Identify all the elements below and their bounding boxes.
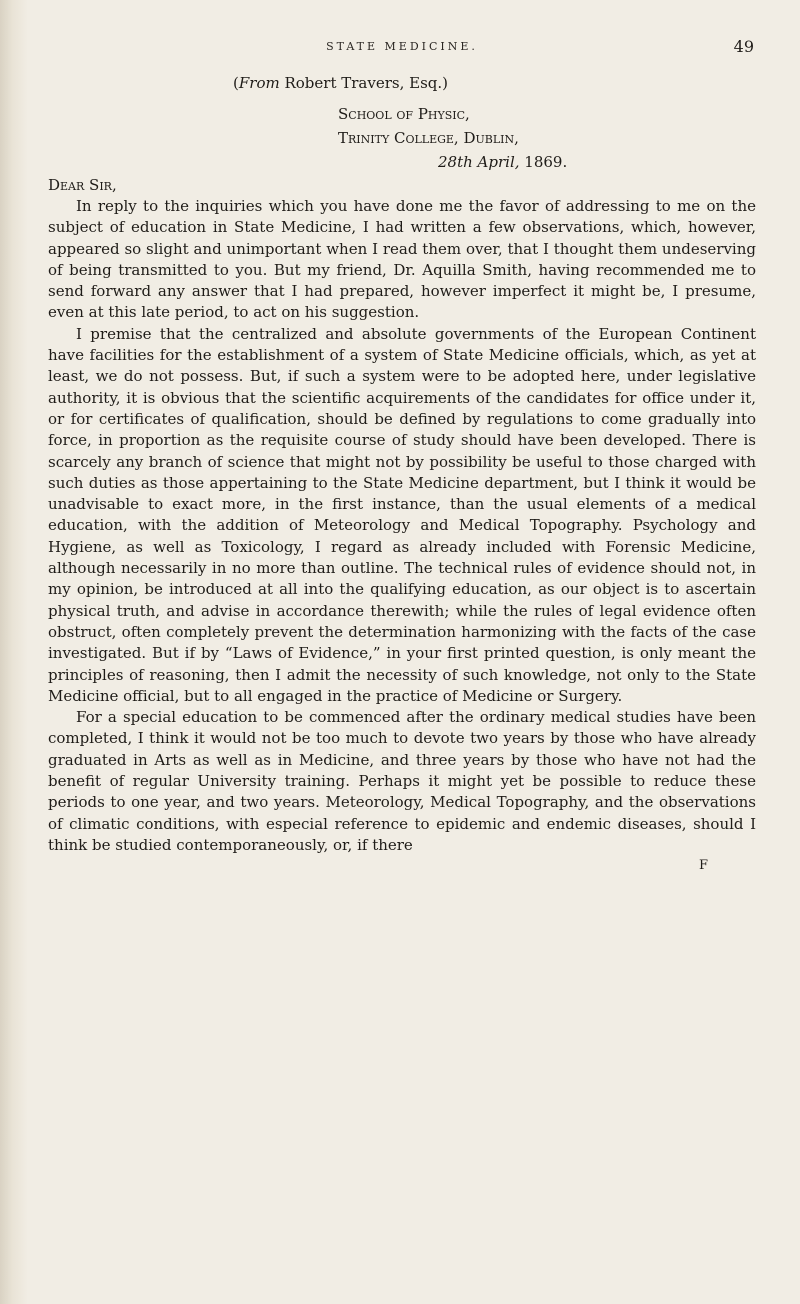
address-line-2: Trinity College, Dublin, (338, 129, 519, 147)
page-number: 49 (733, 37, 754, 56)
page-header (48, 37, 756, 70)
paragraph: For a special education to be commenced after the ordinary medical studies have been completed, I think it would not be too much to devote two years by those who have already graduated in Arts as well as in Medicine, and three years by those who have not had the benefit of regular University training. Perhaps it might yet be possible to reduce these periods to one year, and two years. Meteorology, Medical Topography, and the observations of climatic conditions, with especial reference to epidemic and endemic diseases, should I think be studied contemporaneously, or, if there (48, 708, 756, 854)
address-line-1: School of Physic, (338, 105, 470, 123)
letter-body (48, 196, 756, 856)
attribution-from: From (238, 74, 280, 92)
paragraph: I premise that the centralized and absolute governments of the European Continent have facilities for the establishment of a system of State Medicine officials, which, as yet at least, we do not possess. But, if such a system were to be adopted here, under legislative authority, it is obvious that the scientific acquirements of the candidates for office under it, or for certificates of qualification, should be defined by regulations to come gradually into force, in proportion as the requisite course of study should have been developed. There is scarcely any branch of science that might not by possibility be useful to those charged with such duties as those appertaining to the State Medicine department, but I think it would be unadvisable to exact more, in the first instance, than the usual elements of a medical education, with the addition of Meteorology and Medical Topography. Psychology and Hygiene, as well as Toxicology, I regard as already included with Forensic Medicine, although necessarily in no more than outline. The technical rules of evidence should not, in my opinion, be introduced at all into the qualifying education, as our object is to ascertain physical truth, and advise in accordance therewith; while the rules of legal evidence often obstruct, often completely prevent the determination harmonizing with the facts of the case investigated. But if by “Laws of Evidence,” in your first printed question, is only meant the principles of reasoning, then I admit the necessity of such knowledge, not only to the State Medicine official, but to all engaged in the practice of Medicine or Surgery. (48, 324, 756, 705)
book-page (48, 37, 756, 874)
running-head: STATE MEDICINE. (326, 40, 478, 53)
signature-mark: F (698, 858, 708, 874)
letter-date-day: 28th April, (438, 153, 520, 171)
attribution-name: Robert Travers, Esq. (284, 74, 443, 92)
salutation: Dear Sir, (48, 176, 117, 194)
letter-address (338, 102, 756, 174)
page-edge-shadow (0, 0, 28, 1304)
letter-attribution: (From Robert Travers, Esq.) (233, 74, 449, 92)
letter-date (438, 150, 756, 174)
paragraph: In reply to the inquiries which you have done me the favor of addressing to me on the subject of education in State Medicine, I had written a few observations, which, however, appeared so slight and unimportant when I read them over, that I thought them undeserving of being transmitted to you. But my friend, Dr. Aquilla Smith, having recommended me to send forward any answer that I had prepared, however imperfect it might be, I presume, even at this late period, to act on his suggestion. (48, 197, 756, 322)
letter-date-year: 1869. (519, 153, 568, 171)
